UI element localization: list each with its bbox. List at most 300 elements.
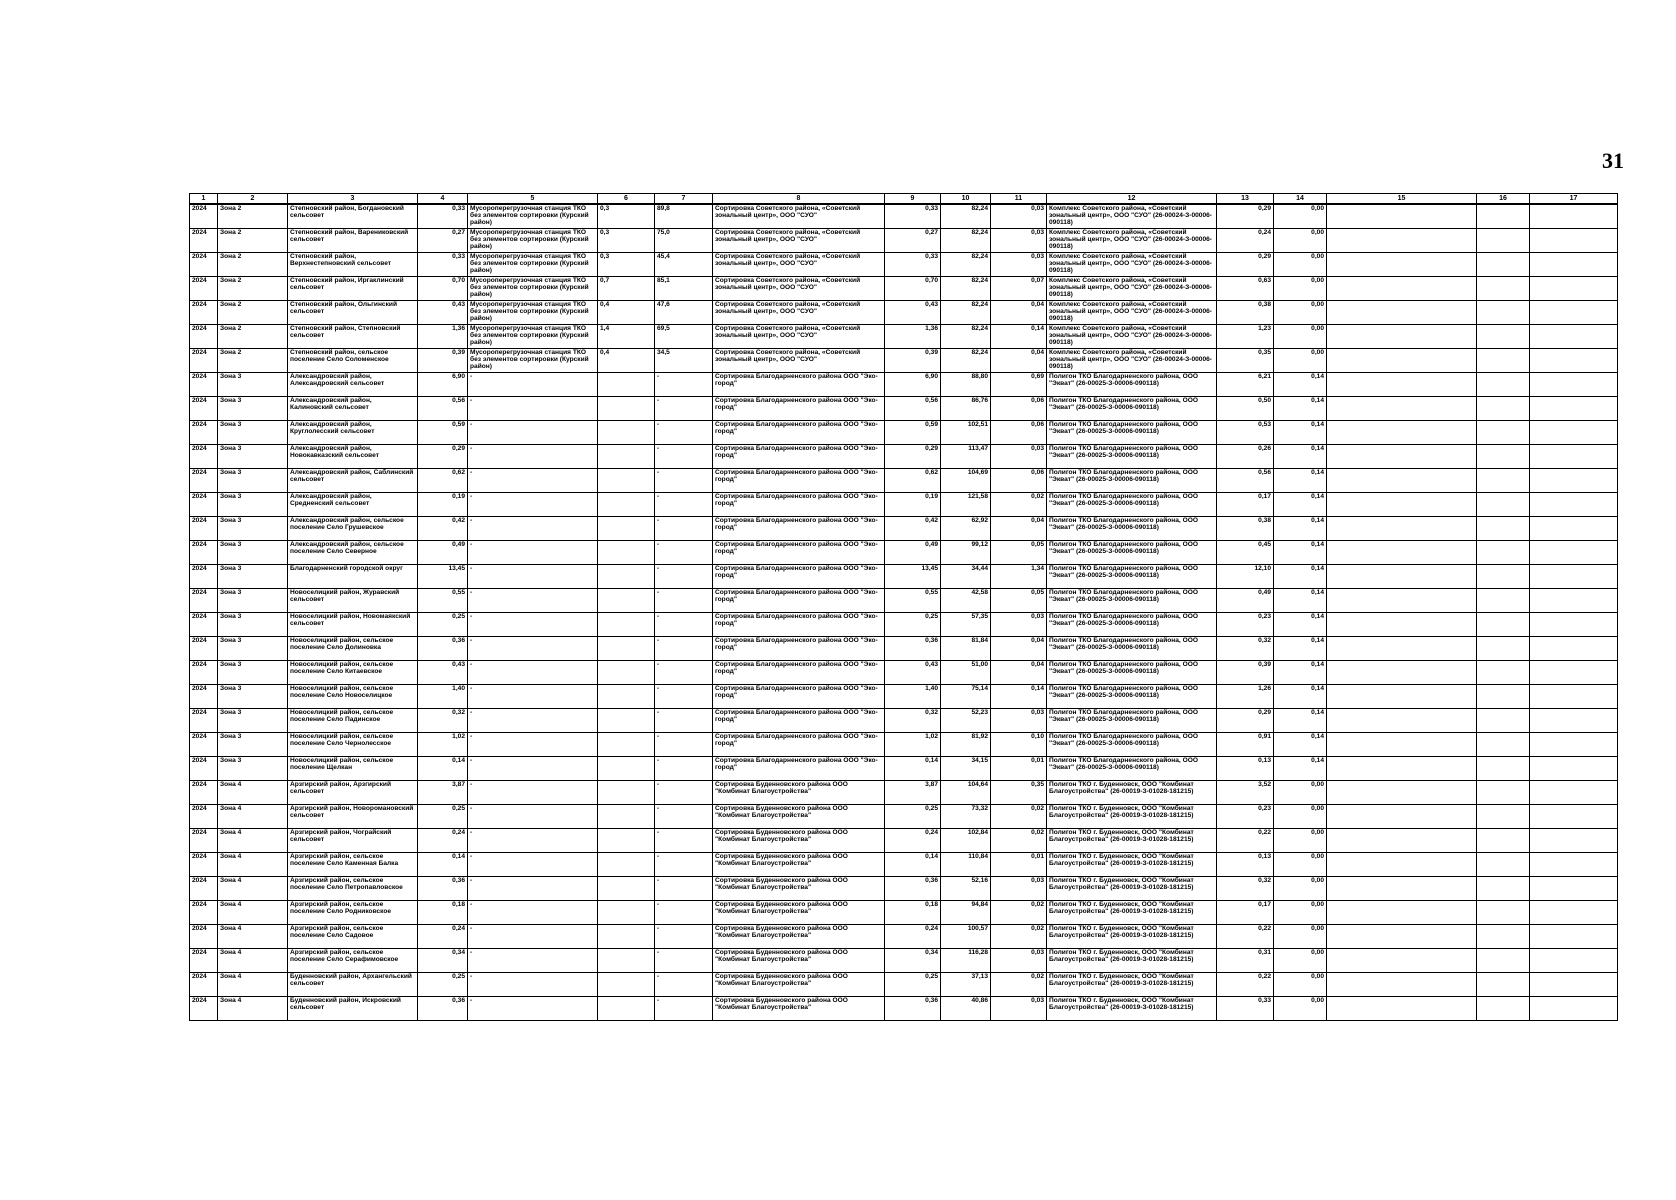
cell-col-10: 82,24 [941,204,991,228]
cell-col-10: 121,58 [941,492,991,516]
table-row [190,204,1618,228]
cell-col-6 [598,876,655,900]
cell-col-10: 81,84 [941,636,991,660]
cell-col-13: 1,23 [1217,324,1274,348]
column-number-4: 4 [418,194,468,205]
cell-col-1: 2024 [190,564,218,588]
cell-col-12: Полигон ТКО Благодарненского района, ООО "Экват" (26-00025-З-00006-090118) [1047,660,1217,684]
cell-col-15 [1327,420,1477,444]
cell-col-15 [1327,660,1477,684]
cell-col-10: 81,92 [941,732,991,756]
cell-col-10: 82,24 [941,252,991,276]
cell-col-11: 0,69 [991,372,1047,396]
cell-col-3: Александровский район, Саблинский сельсовет [288,468,418,492]
cell-col-6 [598,828,655,852]
column-number-9: 9 [885,194,941,205]
table-row [190,996,1618,1020]
cell-col-10: 34,15 [941,756,991,780]
cell-col-3: Новоселицкий район, сельское поселение Село Китаевское [288,660,418,684]
cell-col-15 [1327,684,1477,708]
cell-col-7: - [655,780,713,804]
cell-col-15 [1327,516,1477,540]
cell-col-6: 0,3 [598,204,655,228]
cell-col-8: Сортировка Благодарненского района ООО "Эко-город" [713,396,885,420]
cell-col-8: Сортировка Благодарненского района ООО "Эко-город" [713,708,885,732]
cell-col-10: 102,51 [941,420,991,444]
cell-col-5: - [468,708,598,732]
cell-col-1: 2024 [190,444,218,468]
cell-col-3: Александровский район, Калиновский сельсовет [288,396,418,420]
cell-col-16 [1477,756,1530,780]
cell-col-17 [1530,948,1618,972]
cell-col-16 [1477,804,1530,828]
cell-col-1: 2024 [190,228,218,252]
cell-col-5: - [468,540,598,564]
cell-col-6: 0,4 [598,348,655,372]
cell-col-14: 0,00 [1274,828,1327,852]
cell-col-1: 2024 [190,588,218,612]
cell-col-4: 0,33 [418,204,468,228]
column-number-6: 6 [598,194,655,205]
table-row [190,420,1618,444]
cell-col-14: 0,00 [1274,972,1327,996]
cell-col-15 [1327,492,1477,516]
cell-col-4: 13,45 [418,564,468,588]
cell-col-12: Полигон ТКО г. Буденновск, ООО "Комбинат Благоустройства" (26-00019-З-01028-181215) [1047,972,1217,996]
cell-col-17 [1530,852,1618,876]
cell-col-9: 0,32 [885,708,941,732]
cell-col-4: 0,43 [418,660,468,684]
cell-col-16 [1477,396,1530,420]
cell-col-3: Арзгирский район, Новоромановский сельсовет [288,804,418,828]
cell-col-9: 0,42 [885,516,941,540]
cell-col-10: 52,23 [941,708,991,732]
cell-col-9: 0,36 [885,876,941,900]
cell-col-5: - [468,612,598,636]
cell-col-7: 47,6 [655,300,713,324]
cell-col-11: 0,04 [991,348,1047,372]
cell-col-5: - [468,900,598,924]
cell-col-1: 2024 [190,876,218,900]
cell-col-11: 0,06 [991,420,1047,444]
cell-col-14: 0,00 [1274,876,1327,900]
cell-col-15 [1327,876,1477,900]
cell-col-8: Сортировка Благодарненского района ООО "Эко-город" [713,468,885,492]
cell-col-14: 0,00 [1274,252,1327,276]
cell-col-11: 0,06 [991,468,1047,492]
cell-col-14: 0,14 [1274,492,1327,516]
cell-col-6 [598,396,655,420]
cell-col-5: - [468,804,598,828]
cell-col-3: Александровский район, сельское поселение Село Грушевское [288,516,418,540]
cell-col-16 [1477,996,1530,1020]
cell-col-4: 0,34 [418,948,468,972]
cell-col-13: 0,56 [1217,468,1274,492]
cell-col-6 [598,924,655,948]
cell-col-3: Александровский район, Новокавказский сельсовет [288,444,418,468]
cell-col-17 [1530,492,1618,516]
cell-col-5: - [468,756,598,780]
page-number: 31 [1602,148,1624,173]
cell-col-8: Сортировка Советского района, «Советский зональный центр», ООО "СУО" [713,228,885,252]
cell-col-8: Сортировка Благодарненского района ООО "Эко-город" [713,492,885,516]
cell-col-15 [1327,612,1477,636]
cell-col-9: 6,90 [885,372,941,396]
table-row [190,660,1618,684]
table-row [190,228,1618,252]
cell-col-8: Сортировка Советского района, «Советский зональный центр», ООО "СУО" [713,300,885,324]
cell-col-5: Мусороперегрузочная станция ТКО без элементов сортировки (Курский район) [468,276,598,300]
cell-col-14: 0,00 [1274,276,1327,300]
cell-col-2: Зона 4 [218,780,288,804]
cell-col-4: 0,27 [418,228,468,252]
cell-col-2: Зона 3 [218,396,288,420]
cell-col-10: 104,64 [941,780,991,804]
cell-col-12: Полигон ТКО Благодарненского района, ООО "Экват" (26-00025-З-00006-090118) [1047,372,1217,396]
column-number-row [190,194,1618,205]
cell-col-6 [598,516,655,540]
cell-col-1: 2024 [190,492,218,516]
cell-col-9: 0,25 [885,804,941,828]
cell-col-4: 0,36 [418,876,468,900]
cell-col-10: 57,35 [941,612,991,636]
cell-col-17 [1530,612,1618,636]
table-row [190,924,1618,948]
cell-col-4: 0,25 [418,612,468,636]
cell-col-4: 0,25 [418,804,468,828]
column-number-13: 13 [1217,194,1274,205]
cell-col-6 [598,972,655,996]
cell-col-13: 0,38 [1217,516,1274,540]
cell-col-6 [598,948,655,972]
cell-col-16 [1477,252,1530,276]
cell-col-2: Зона 4 [218,948,288,972]
cell-col-16 [1477,564,1530,588]
cell-col-12: Полигон ТКО Благодарненского района, ООО "Экват" (26-00025-З-00006-090118) [1047,420,1217,444]
table-row [190,588,1618,612]
cell-col-3: Александровский район, Александровский сельсовет [288,372,418,396]
cell-col-17 [1530,756,1618,780]
cell-col-15 [1327,324,1477,348]
cell-col-5: - [468,852,598,876]
table-row [190,444,1618,468]
cell-col-11: 0,35 [991,780,1047,804]
cell-col-11: 0,03 [991,612,1047,636]
cell-col-14: 0,14 [1274,468,1327,492]
cell-col-11: 0,06 [991,396,1047,420]
cell-col-5: - [468,924,598,948]
cell-col-13: 0,49 [1217,588,1274,612]
cell-col-10: 113,47 [941,444,991,468]
cell-col-17 [1530,468,1618,492]
cell-col-8: Сортировка Советского района, «Советский зональный центр», ООО "СУО" [713,348,885,372]
cell-col-10: 34,44 [941,564,991,588]
cell-col-5: - [468,972,598,996]
cell-col-13: 0,33 [1217,996,1274,1020]
cell-col-14: 0,00 [1274,852,1327,876]
cell-col-5: - [468,564,598,588]
cell-col-1: 2024 [190,420,218,444]
cell-col-2: Зона 3 [218,564,288,588]
cell-col-11: 0,02 [991,924,1047,948]
cell-col-5: - [468,996,598,1020]
cell-col-15 [1327,636,1477,660]
column-number-11: 11 [991,194,1047,205]
cell-col-9: 0,56 [885,396,941,420]
cell-col-3: Новоселицкий район, сельское поселение Село Новоселицкое [288,684,418,708]
cell-col-15 [1327,996,1477,1020]
cell-col-10: 82,24 [941,324,991,348]
cell-col-1: 2024 [190,636,218,660]
cell-col-16 [1477,612,1530,636]
cell-col-12: Полигон ТКО Благодарненского района, ООО "Экват" (26-00025-З-00006-090118) [1047,612,1217,636]
cell-col-6 [598,372,655,396]
cell-col-13: 0,91 [1217,732,1274,756]
cell-col-10: 82,24 [941,348,991,372]
cell-col-3: Степновский район, Верхнестепновский сельсовет [288,252,418,276]
cell-col-6: 1,4 [598,324,655,348]
cell-col-12: Полигон ТКО г. Буденновск, ООО "Комбинат Благоустройства" (26-00019-З-01028-181215) [1047,924,1217,948]
cell-col-16 [1477,780,1530,804]
cell-col-2: Зона 2 [218,252,288,276]
cell-col-1: 2024 [190,468,218,492]
cell-col-11: 0,03 [991,708,1047,732]
cell-col-14: 0,14 [1274,756,1327,780]
cell-col-11: 0,04 [991,516,1047,540]
cell-col-7: 85,1 [655,276,713,300]
cell-col-14: 0,00 [1274,324,1327,348]
cell-col-4: 0,56 [418,396,468,420]
cell-col-13: 0,22 [1217,828,1274,852]
cell-col-12: Полигон ТКО г. Буденновск, ООО "Комбинат Благоустройства" (26-00019-З-01028-181215) [1047,780,1217,804]
waste-flow-table [189,193,1618,1021]
table-row [190,516,1618,540]
cell-col-1: 2024 [190,348,218,372]
cell-col-11: 0,01 [991,852,1047,876]
cell-col-7: - [655,444,713,468]
cell-col-1: 2024 [190,708,218,732]
cell-col-6: 0,7 [598,276,655,300]
cell-col-2: Зона 2 [218,324,288,348]
cell-col-12: Комплекс Советского района, «Советский зональный центр», ООО "СУО" (26-00024-З-00006-090118) [1047,276,1217,300]
cell-col-7: - [655,900,713,924]
cell-col-10: 37,13 [941,972,991,996]
cell-col-2: Зона 4 [218,972,288,996]
cell-col-3: Степновский район, Иргаклинский сельсовет [288,276,418,300]
cell-col-17 [1530,828,1618,852]
cell-col-14: 0,14 [1274,372,1327,396]
cell-col-16 [1477,636,1530,660]
cell-col-4: 0,62 [418,468,468,492]
cell-col-4: 1,36 [418,324,468,348]
cell-col-12: Комплекс Советского района, «Советский зональный центр», ООО "СУО" (26-00024-З-00006-090118) [1047,204,1217,228]
cell-col-2: Зона 4 [218,924,288,948]
cell-col-13: 0,23 [1217,804,1274,828]
cell-col-13: 0,45 [1217,540,1274,564]
cell-col-15 [1327,756,1477,780]
cell-col-2: Зона 4 [218,900,288,924]
cell-col-1: 2024 [190,252,218,276]
cell-col-17 [1530,444,1618,468]
cell-col-16 [1477,276,1530,300]
cell-col-11: 0,14 [991,324,1047,348]
cell-col-3: Новоселицкий район, Новомаякский сельсовет [288,612,418,636]
cell-col-3: Новоселицкий район, сельское поселение Село Долиновка [288,636,418,660]
cell-col-2: Зона 3 [218,420,288,444]
table-row [190,564,1618,588]
cell-col-15 [1327,564,1477,588]
column-number-14: 14 [1274,194,1327,205]
cell-col-10: 116,28 [941,948,991,972]
cell-col-6 [598,804,655,828]
cell-col-16 [1477,324,1530,348]
cell-col-6 [598,420,655,444]
table-row [190,396,1618,420]
cell-col-2: Зона 2 [218,348,288,372]
cell-col-3: Благодарненский городской округ [288,564,418,588]
cell-col-12: Полигон ТКО г. Буденновск, ООО "Комбинат Благоустройства" (26-00019-З-01028-181215) [1047,996,1217,1020]
cell-col-6 [598,468,655,492]
cell-col-12: Полигон ТКО Благодарненского района, ООО "Экват" (26-00025-З-00006-090118) [1047,636,1217,660]
cell-col-13: 0,23 [1217,612,1274,636]
cell-col-4: 0,32 [418,708,468,732]
cell-col-4: 0,39 [418,348,468,372]
cell-col-16 [1477,876,1530,900]
cell-col-5: - [468,444,598,468]
cell-col-17 [1530,780,1618,804]
cell-col-2: Зона 3 [218,612,288,636]
cell-col-10: 73,32 [941,804,991,828]
cell-col-10: 82,24 [941,276,991,300]
cell-col-5: Мусороперегрузочная станция ТКО без элементов сортировки (Курский район) [468,300,598,324]
cell-col-4: 0,36 [418,996,468,1020]
cell-col-17 [1530,588,1618,612]
cell-col-10: 100,57 [941,924,991,948]
cell-col-12: Комплекс Советского района, «Советский зональный центр», ООО "СУО" (26-00024-З-00006-090118) [1047,324,1217,348]
cell-col-12: Полигон ТКО Благодарненского района, ООО "Экват" (26-00025-З-00006-090118) [1047,564,1217,588]
cell-col-14: 0,14 [1274,684,1327,708]
cell-col-1: 2024 [190,372,218,396]
table-row [190,252,1618,276]
cell-col-7: - [655,948,713,972]
cell-col-6 [598,756,655,780]
cell-col-13: 0,22 [1217,972,1274,996]
cell-col-5: - [468,492,598,516]
cell-col-6 [598,492,655,516]
cell-col-1: 2024 [190,612,218,636]
cell-col-1: 2024 [190,996,218,1020]
table-row [190,780,1618,804]
cell-col-6 [598,540,655,564]
cell-col-1: 2024 [190,780,218,804]
cell-col-8: Сортировка Благодарненского района ООО "Эко-город" [713,588,885,612]
cell-col-5: - [468,372,598,396]
column-number-10: 10 [941,194,991,205]
cell-col-13: 0,24 [1217,228,1274,252]
cell-col-3: Степновский район, сельское поселение Село Соломенское [288,348,418,372]
cell-col-10: 82,24 [941,228,991,252]
cell-col-14: 0,14 [1274,636,1327,660]
cell-col-11: 0,01 [991,756,1047,780]
cell-col-16 [1477,900,1530,924]
cell-col-2: Зона 3 [218,636,288,660]
cell-col-8: Сортировка Благодарненского района ООО "Эко-город" [713,372,885,396]
cell-col-7: - [655,732,713,756]
cell-col-15 [1327,276,1477,300]
cell-col-7: 75,0 [655,228,713,252]
cell-col-4: 0,43 [418,300,468,324]
cell-col-6 [598,636,655,660]
cell-col-17 [1530,876,1618,900]
cell-col-13: 0,17 [1217,900,1274,924]
column-number-1: 1 [190,194,218,205]
cell-col-11: 0,05 [991,540,1047,564]
cell-col-7: - [655,636,713,660]
table-row [190,828,1618,852]
cell-col-13: 0,13 [1217,756,1274,780]
cell-col-11: 0,07 [991,276,1047,300]
cell-col-14: 0,14 [1274,444,1327,468]
cell-col-2: Зона 3 [218,540,288,564]
cell-col-15 [1327,468,1477,492]
cell-col-17 [1530,396,1618,420]
cell-col-3: Степновский район, Ольгинский сельсовет [288,300,418,324]
cell-col-17 [1530,516,1618,540]
cell-col-9: 0,43 [885,660,941,684]
cell-col-4: 0,18 [418,900,468,924]
cell-col-12: Комплекс Советского района, «Советский зональный центр», ООО "СУО" (26-00024-З-00006-090118) [1047,348,1217,372]
cell-col-14: 0,00 [1274,228,1327,252]
cell-col-8: Сортировка Буденновского района ООО "Комбинат Благоустройства" [713,996,885,1020]
cell-col-5: - [468,948,598,972]
cell-col-2: Зона 3 [218,444,288,468]
cell-col-15 [1327,372,1477,396]
cell-col-16 [1477,660,1530,684]
cell-col-3: Александровский район, Круглолесский сельсовет [288,420,418,444]
cell-col-17 [1530,204,1618,228]
cell-col-7: - [655,396,713,420]
cell-col-5: - [468,396,598,420]
cell-col-9: 0,39 [885,348,941,372]
cell-col-17 [1530,732,1618,756]
column-number-12: 12 [1047,194,1217,205]
cell-col-14: 0,14 [1274,612,1327,636]
cell-col-3: Новоселицкий район, Журавский сельсовет [288,588,418,612]
table-row [190,756,1618,780]
table-row [190,636,1618,660]
cell-col-3: Степновский район, Варениковский сельсовет [288,228,418,252]
cell-col-6 [598,612,655,636]
cell-col-7: - [655,612,713,636]
cell-col-16 [1477,972,1530,996]
cell-col-16 [1477,540,1530,564]
cell-col-6 [598,780,655,804]
cell-col-12: Полигон ТКО Благодарненского района, ООО "Экват" (26-00025-З-00006-090118) [1047,540,1217,564]
cell-col-6 [598,708,655,732]
table-row [190,804,1618,828]
cell-col-8: Сортировка Советского района, «Советский зональный центр», ООО "СУО" [713,276,885,300]
cell-col-7: - [655,972,713,996]
cell-col-1: 2024 [190,732,218,756]
cell-col-4: 0,70 [418,276,468,300]
cell-col-14: 0,00 [1274,900,1327,924]
cell-col-5: Мусороперегрузочная станция ТКО без элементов сортировки (Курский район) [468,204,598,228]
cell-col-2: Зона 3 [218,588,288,612]
cell-col-8: Сортировка Благодарненского района ООО "Эко-город" [713,684,885,708]
cell-col-11: 0,10 [991,732,1047,756]
cell-col-16 [1477,348,1530,372]
cell-col-12: Полигон ТКО Благодарненского района, ООО "Экват" (26-00025-З-00006-090118) [1047,492,1217,516]
